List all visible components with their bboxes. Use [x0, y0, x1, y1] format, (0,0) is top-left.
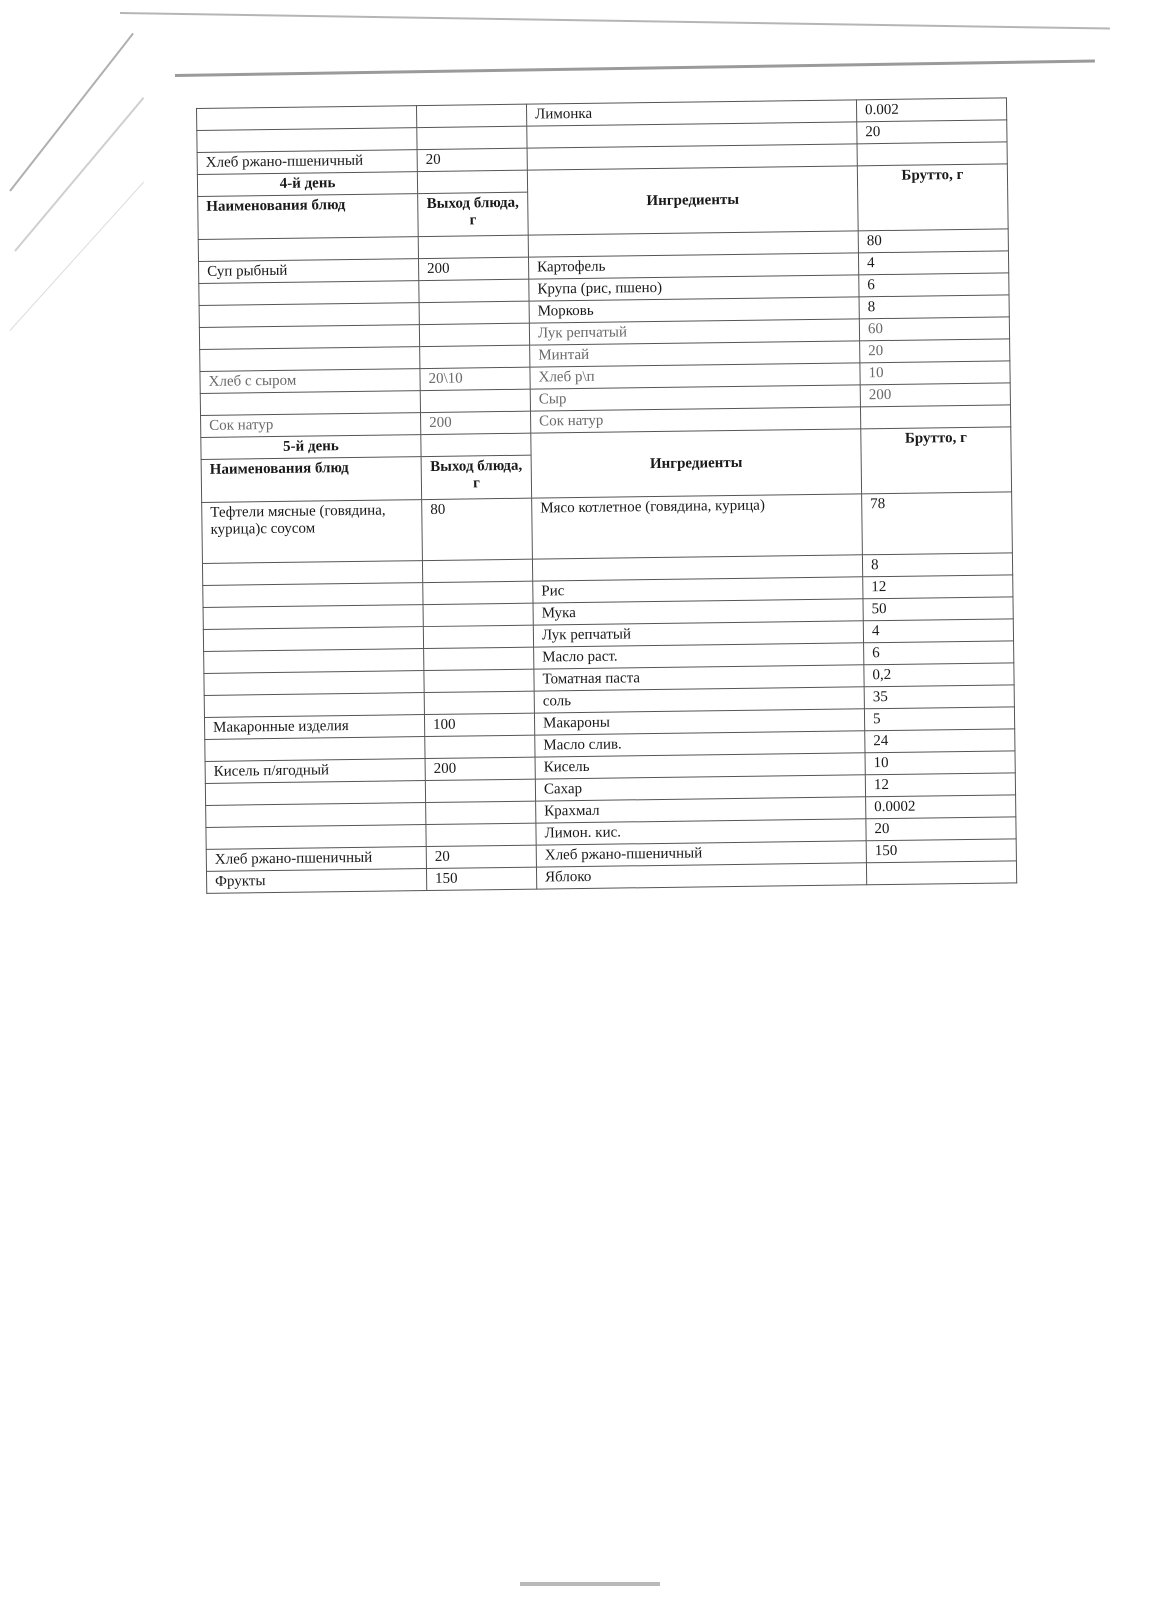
ingredient-cell: Сахар: [535, 775, 865, 801]
ingredient-cell: Сыр: [530, 385, 860, 411]
yield-cell: 200: [421, 411, 531, 434]
yield-cell: [425, 779, 535, 802]
ingredient-cell: Лимонка: [526, 100, 856, 126]
scan-edge-top: [120, 12, 1110, 30]
gross-cell: 8: [859, 295, 1009, 319]
gross-cell: 8: [862, 553, 1012, 577]
menu-sheet: [196, 97, 1016, 894]
ingredient-cell: Лук репчатый: [529, 319, 859, 345]
ingredient-cell: Масло раст.: [534, 643, 864, 669]
day4-rows: [198, 229, 1011, 438]
menu-table: [196, 97, 1017, 894]
gross-cell: 4: [863, 619, 1013, 643]
scan-edge-top-second: [175, 60, 1095, 77]
dish-cell: Хлеб ржано-пшеничный: [206, 847, 426, 872]
yield-cell: [425, 735, 535, 758]
gross-cell: 150: [866, 839, 1016, 863]
dish-cell: Сок натур: [201, 413, 421, 438]
yield-cell: [420, 389, 530, 412]
dish-cell: [204, 649, 424, 674]
yield-cell: [417, 126, 527, 149]
gross-cell: 80: [858, 229, 1008, 253]
gross-cell: 60: [859, 317, 1009, 341]
dish-cell: [206, 825, 426, 850]
empty-cell: [421, 433, 531, 456]
yield-cell: [426, 801, 536, 824]
dish-cell: [200, 391, 420, 416]
ingredient-cell: Крахмал: [536, 797, 866, 823]
dish-cell: [205, 781, 425, 806]
yield-cell: 200: [425, 757, 535, 780]
gross-cell: 10: [860, 361, 1010, 385]
ingredient-cell: Картофель: [528, 253, 858, 279]
gross-cell: 12: [865, 773, 1015, 797]
dish-cell: Суп рыбный: [199, 259, 419, 284]
yield-cell: [423, 625, 533, 648]
day4-header-dish: Наименования блюд: [198, 194, 419, 240]
gross-cell: 20: [866, 817, 1016, 841]
yield-cell: [423, 581, 533, 604]
gross-cell: 35: [864, 685, 1014, 709]
ingredient-cell: Рис: [533, 577, 863, 603]
dish-cell: [203, 627, 423, 652]
gross-cell: 24: [865, 729, 1015, 753]
gross-cell: [857, 142, 1007, 166]
dish-cell: [205, 737, 425, 762]
gross-cell: [866, 861, 1016, 885]
dish-cell: Фрукты: [206, 869, 426, 894]
yield-cell: 80: [422, 498, 533, 560]
yield-cell: 100: [424, 713, 534, 736]
yield-cell: [420, 345, 530, 368]
day5-rows: [202, 553, 1016, 894]
ingredient-cell: соль: [534, 687, 864, 713]
yield-cell: [419, 323, 529, 346]
ingredient-cell: Масло слив.: [535, 731, 865, 757]
dish-cell: [199, 325, 419, 350]
yield-cell: [423, 603, 533, 626]
dish-cell: [206, 803, 426, 828]
ingredient-cell: Лимон. кис.: [536, 819, 866, 845]
ingredient-cell: Лук репчатый: [533, 621, 863, 647]
day5-header-dish: Наименования блюд: [201, 457, 422, 503]
yield-cell: 20: [426, 845, 536, 868]
dish-cell: Хлеб ржано-пшеничный: [197, 150, 417, 175]
day5-title: 5-й день: [201, 435, 421, 460]
dish-cell: [203, 583, 423, 608]
dish-cell: [199, 303, 419, 328]
scan-smudge: [520, 1582, 660, 1586]
ingredient-cell: Минтай: [530, 341, 860, 367]
yield-cell: [422, 559, 532, 582]
yield-cell: 150: [426, 867, 536, 890]
gross-cell: 6: [859, 273, 1009, 297]
yield-cell: 20\10: [420, 367, 530, 390]
ingredient-cell: Мясо котлетное (говядина, курица): [532, 494, 863, 559]
day4-title: 4-й день: [197, 172, 417, 197]
scan-edge-diagonal: [14, 97, 144, 251]
day4-header-yield: Выход блюда, г: [418, 192, 529, 236]
ingredient-cell: Морковь: [529, 297, 859, 323]
ingredient-cell: Яблоко: [536, 863, 866, 889]
dish-cell: [204, 693, 424, 718]
yield-cell: [424, 669, 534, 692]
gross-cell: 6: [864, 641, 1014, 665]
day5-header-ingredients: Ингредиенты: [531, 429, 862, 498]
ingredient-cell: Хлеб ржано-пшеничный: [536, 841, 866, 867]
dish-cell: [197, 128, 417, 153]
gross-cell: 4: [858, 251, 1008, 275]
ingredient-cell: Сок натур: [530, 407, 860, 433]
gross-cell: [860, 405, 1010, 429]
yield-cell: [419, 301, 529, 324]
dish-cell: Хлеб с сыром: [200, 369, 420, 394]
day5-header-gross: Брутто, г: [861, 427, 1012, 494]
dish-cell: [200, 347, 420, 372]
dish-cell: [202, 561, 422, 586]
table-row: [202, 492, 1013, 564]
ingredient-cell: Томатная паста: [534, 665, 864, 691]
yield-cell: [416, 104, 526, 127]
scan-edge-diagonal: [9, 33, 134, 192]
gross-cell: 20: [857, 120, 1007, 144]
yield-cell: [424, 647, 534, 670]
ingredient-cell: Крупа (рис, пшено): [529, 275, 859, 301]
gross-cell: 5: [864, 707, 1014, 731]
yield-cell: [419, 279, 529, 302]
dish-cell: [199, 281, 419, 306]
scan-edge-diagonal: [10, 182, 145, 331]
day4-header-gross: Брутто, г: [857, 164, 1008, 231]
yield-cell: [426, 823, 536, 846]
dish-cell: [204, 671, 424, 696]
empty-cell: [417, 170, 527, 193]
gross-cell: 50: [863, 597, 1013, 621]
gross-cell: 20: [860, 339, 1010, 363]
gross-cell: 12: [863, 575, 1013, 599]
day5-header-yield: Выход блюда, г: [421, 455, 532, 499]
gross-cell: 200: [860, 383, 1010, 407]
gross-cell: 78: [862, 492, 1013, 555]
dish-cell: Кисель п/ягодный: [205, 759, 425, 784]
ingredient-cell: Кисель: [535, 753, 865, 779]
gross-cell: 10: [865, 751, 1015, 775]
dish-cell: [203, 605, 423, 630]
ingredient-cell: Макароны: [534, 709, 864, 735]
yield-cell: [424, 691, 534, 714]
dish-cell: Макаронные изделия: [204, 715, 424, 740]
dish-cell: [198, 237, 418, 262]
dish-cell: Тефтели мясные (говядина, курица)с соусом: [202, 500, 423, 564]
yield-cell: 20: [417, 148, 527, 171]
ingredient-cell: Хлеб р\п: [530, 363, 860, 389]
gross-cell: 0.0002: [866, 795, 1016, 819]
yield-cell: 200: [418, 257, 528, 280]
gross-cell: 0.002: [856, 98, 1006, 122]
day4-header-ingredients: Ингредиенты: [527, 166, 858, 235]
dish-cell: [197, 106, 417, 131]
gross-cell: 0,2: [864, 663, 1014, 687]
yield-cell: [418, 235, 528, 258]
ingredient-cell: Мука: [533, 599, 863, 625]
